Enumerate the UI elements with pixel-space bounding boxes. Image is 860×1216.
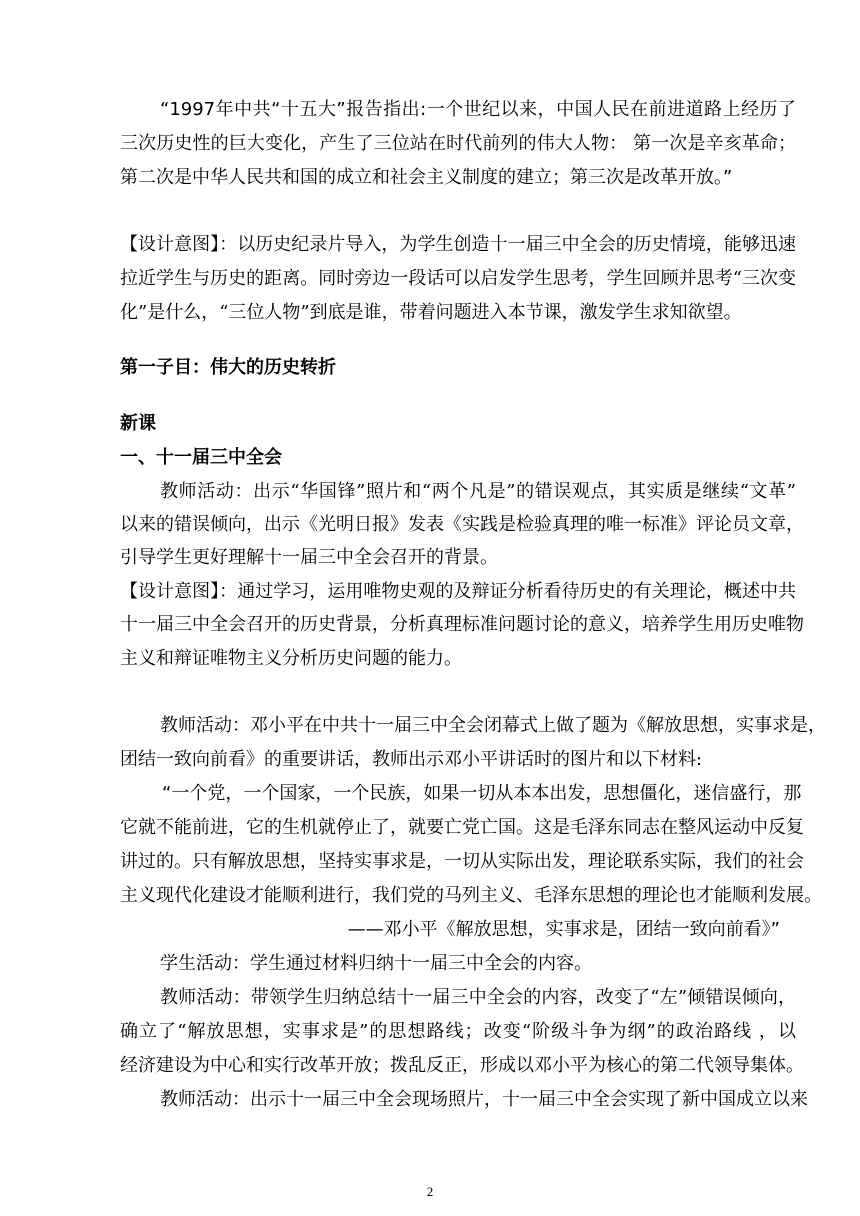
teacher-activity-line: 团结一致向前看》的重要讲话，教师出示邓小平讲话时的图片和以下材料: bbox=[120, 749, 703, 770]
teacher-activity-line: 以来的错误倾向，出示《光明日报》发表《实践是检验真理的唯一标准》评论员文章， bbox=[120, 514, 804, 535]
deng-quote-line: 它就不能前进，它的生机就停止了，就要亡党亡国。这是毛泽东同志在整风运动中反复 bbox=[120, 817, 804, 838]
section-title: 一、十一届三中全会 bbox=[120, 447, 282, 468]
teacher-activity-line: 教师活动：出示“华国锋”照片和“两个凡是”的错误观点，其实质是继续“文革” bbox=[160, 481, 796, 502]
teacher-activity-line: 教师活动：邓小平在中共十一届三中全会闭幕式上做了题为《解放思想，实事求是， bbox=[160, 715, 826, 736]
opening-quote-line: “1997年中共“十五大”报告指出:一个世纪以来，中国人民在前进道路上经历了 bbox=[160, 99, 796, 120]
subtopic-heading: 第一子目：伟大的历史转折 bbox=[120, 357, 336, 378]
deng-quote-attribution: ——邓小平《解放思想，实事求是，团结一致向前看》” bbox=[347, 919, 780, 940]
teacher-activity-line: 教师活动：带领学生归纳总结十一届三中全会的内容，改变了“左”倾错误倾向， bbox=[160, 987, 796, 1008]
student-activity: 学生活动：学生通过材料归纳十一届三中全会的内容。 bbox=[160, 953, 592, 974]
new-lesson-heading: 新课 bbox=[120, 413, 156, 434]
design-intent-line: 拉近学生与历史的距离。同时旁边一段话可以启发学生思考，学生回顾并思考“三次变 bbox=[120, 268, 796, 289]
opening-quote-line: 第二次是中华人民共和国的成立和社会主义制度的建立；第三次是改革开放。” bbox=[120, 167, 733, 188]
deng-quote-line: 主义现代化建设才能顺利进行，我们党的马列主义、毛泽东思想的理论也才能顺利发展。 bbox=[120, 885, 822, 906]
teacher-activity-line: 教师活动：出示十一届三中全会现场照片，十一届三中全会实现了新中国成立以来 bbox=[160, 1089, 808, 1110]
design-intent-line: 【设计意图】：通过学习，运用唯物史观的及辩证分析看待历史的有关理论，概述中共 bbox=[120, 581, 796, 602]
page-number: 2 bbox=[426, 1184, 434, 1199]
teacher-activity-line: 确立了“解放思想，实事求是”的思想路线；改变“阶级斗争为纲”的政治路线 ，以 bbox=[120, 1021, 796, 1042]
teacher-activity-line: 引导学生更好理解十一届三中全会召开的背景。 bbox=[120, 547, 498, 568]
deng-quote-line: 讲过的。只有解放思想，坚持实事求是，一切从实际出发，理论联系实际，我们的社会 bbox=[120, 851, 804, 872]
design-intent-line: 十一届三中全会召开的历史背景，分析真理标准问题讨论的意义，培养学生用历史唯物 bbox=[120, 614, 804, 635]
design-intent-line: 化”是什么，“三位人物”到底是谁，带着问题进入本节课，激发学生求知欲望。 bbox=[120, 302, 742, 323]
design-intent-line: 主义和辩证唯物主义分析历史问题的能力。 bbox=[120, 648, 462, 669]
opening-quote-line: 三次历史性的巨大变化，产生了三位站在时代前列的伟大人物： 第一次是辛亥革命； bbox=[120, 133, 796, 154]
design-intent-line: 【设计意图】：以历史纪录片导入，为学生创造十一届三中全会的历史情境，能够迅速 bbox=[120, 234, 796, 255]
deng-quote-line: “一个党，一个国家，一个民族，如果一切从本本出发，思想僵化，迷信盛行，那 bbox=[162, 783, 802, 804]
teacher-activity-line: 经济建设为中心和实行改革开放；拨乱反正，形成以邓小平为核心的第二代领导集体。 bbox=[120, 1055, 804, 1076]
